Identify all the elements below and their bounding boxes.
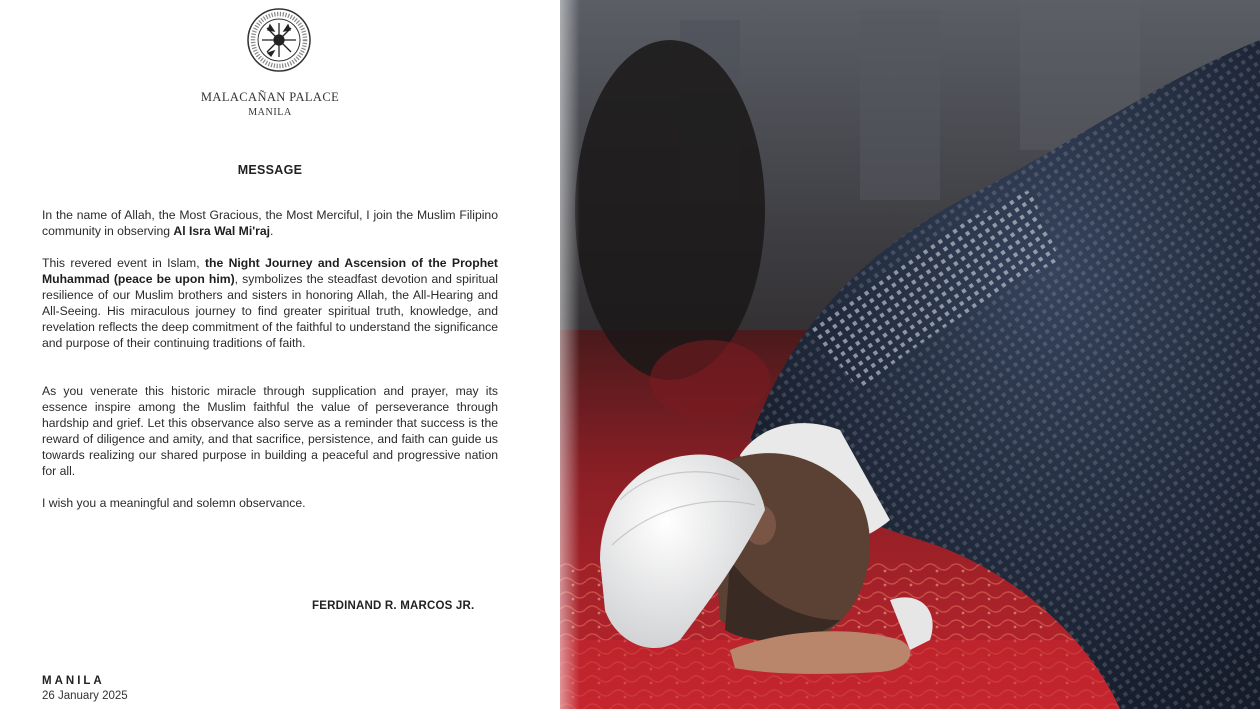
paragraph-2: This revered event in Islam, the Night Journey and Ascension of the Prophet Muhammad (peace be upon him), symbolizes the steadfast devotion and spiritual resilience of our Muslim brothers and sisters in honoring Allah, the All-Hearing and All-Seeing. His miraculous journey to find greater spiritual truth, knowledge, and revelation reflects the deep commitment of the faithful to understand the significance and purpose of their continuing traditions of faith. [42,256,498,350]
presidential-seal-icon [246,7,312,73]
paragraph-4: I wish you a meaningful and solemn observance. [42,496,306,510]
message-document [0,0,560,709]
message-place: MANILA [42,675,105,687]
message-title: MESSAGE [237,163,303,177]
man-prostrating-in-prayer-image [560,0,1260,709]
palace-name: MALACAÑAN PALACE [200,90,340,104]
message-date: 26 January 2025 [42,690,128,702]
photo-fade-edge [540,0,580,709]
palace-city: MANILA [248,107,292,118]
prayer-photo [560,0,1260,709]
paragraph-1: In the name of Allah, the Most Gracious, the Most Merciful, I join the Muslim Filipino community in observing Al Isra Wal Mi'raj. [42,208,498,238]
paragraph-3: As you venerate this historic miracle through supplication and prayer, may its essence inspire among the Muslim faithful the value of perseverance through hardship and grief. Let this observance also serve as a reminder that success is the reward of diligence and amity, and that sacrifice, persistence, and faith can guide us towards realizing our shared purpose in building a peaceful and progressive nation for all. [42,384,498,478]
signatory-name: FERDINAND R. MARCOS JR. [312,600,475,612]
